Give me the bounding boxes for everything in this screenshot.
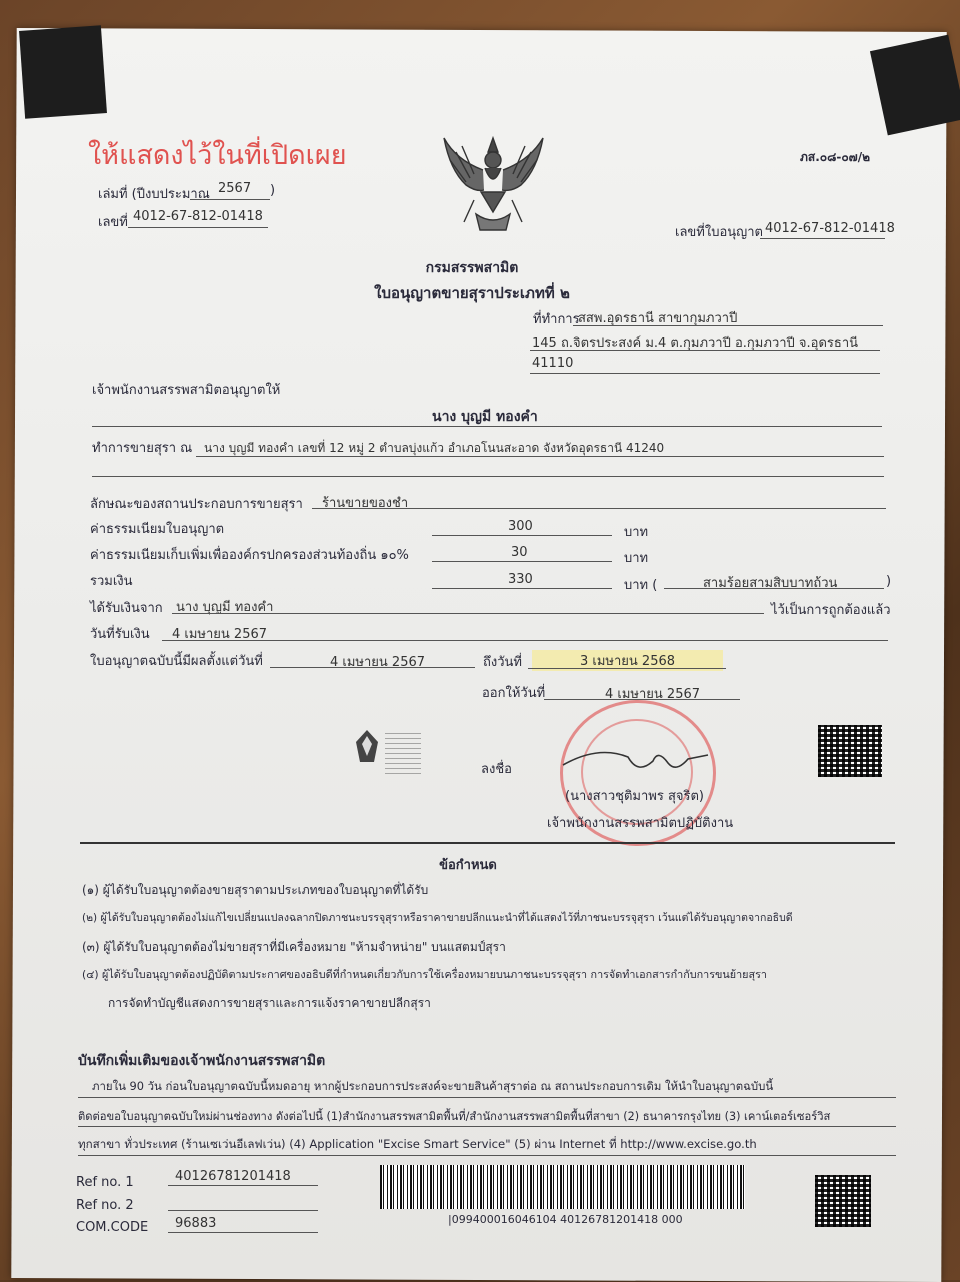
notes-line-3: ทุกสาขา ทั่วประเทศ (ร้านเซเว่นอีเลฟเว่น) (4) Application "Excise Smart Service" (5) ผ่าน Internet ที่ http://www.excise.go.th bbox=[78, 1137, 757, 1151]
section-divider bbox=[80, 842, 895, 844]
payment-barcode[interactable] bbox=[380, 1165, 745, 1209]
valid-from-value: 4 เมษายน 2567 bbox=[330, 655, 426, 670]
number-underline bbox=[128, 227, 268, 228]
condition-item-2: (๒) ผู้ได้รับใบอนุญาตต้องไม่แก้ไขเปลี่ยนแปลงฉลากปิดภาชนะบรรจุสุราหรือราคาขายปลีกแนะนำที่ได้แสดงไว้ที่ภาชนะบรรจุสุรา เว้นแต่ได้รับอนุญาตจากอธิบดี bbox=[82, 912, 793, 924]
department-title: กรมสรรพสามิต bbox=[425, 260, 519, 276]
ref1-underline bbox=[168, 1185, 318, 1186]
office-line2: 145 ถ.จิตรประสงค์ ม.4 ต.กุมภวาปี อ.กุมภวาปี จ.อุดรธานี bbox=[532, 336, 859, 351]
signature-scribble bbox=[558, 735, 718, 785]
received-correct: ไว้เป็นการถูกต้องแล้ว bbox=[771, 603, 891, 618]
license-no-label: เลขที่ใบอนุญาต bbox=[675, 225, 763, 240]
valid-to-label: ถึงวันที่ bbox=[483, 655, 522, 670]
total-words-underline bbox=[664, 588, 884, 589]
local-fee-value: 30 bbox=[511, 545, 528, 560]
license-no-underline bbox=[760, 238, 885, 239]
received-date-value: 4 เมษายน 2567 bbox=[172, 627, 268, 642]
total-value: 330 bbox=[508, 572, 533, 587]
fee-value: 300 bbox=[508, 519, 533, 534]
garuda-emblem-icon bbox=[436, 130, 551, 242]
condition-item-4: (๔) ผู้ได้รับใบอนุญาตต้องปฏิบัติตามประกาศของอธิบดีที่กำหนดเกี่ยวกับการใช้เครื่องหมายบนภาชนะบรรจุสุรา การจัดทำเอกสารกำกับการขนย้ายสุรา bbox=[82, 968, 767, 981]
place-underline-2 bbox=[92, 476, 884, 477]
total-baht: บาท ( bbox=[624, 578, 658, 593]
notes-underline-1 bbox=[78, 1097, 896, 1098]
received-date-label: วันที่รับเงิน bbox=[90, 627, 150, 642]
fee-baht: บาท bbox=[624, 525, 649, 540]
footer-qr-code[interactable] bbox=[815, 1175, 871, 1227]
ref1-label: Ref no. 1 bbox=[76, 1175, 134, 1190]
place-value: นาง บุญมี ทองคำ เลขที่ 12 หมู่ 2 ตำบลบุ่งแก้ว อำเภอโนนสะอาด จังหวัดอุดรธานี 41240 bbox=[204, 441, 665, 455]
com-code-value: 96883 bbox=[175, 1216, 217, 1231]
valid-to-underline bbox=[528, 668, 726, 669]
signer-title: เจ้าพนักงานสรรพสามิตปฏิบัติงาน bbox=[547, 816, 734, 831]
book-year: 2567 bbox=[218, 181, 252, 196]
place-label: ทำการขายสุรา ณ bbox=[92, 441, 193, 456]
total-words: สามร้อยสามสิบบาทถ้วน bbox=[703, 576, 838, 591]
licensee-name: นาง บุญมี ทองคำ bbox=[432, 409, 538, 425]
book-close: ) bbox=[270, 183, 276, 198]
ref2-label: Ref no. 2 bbox=[76, 1198, 134, 1213]
digital-signature-note bbox=[385, 730, 421, 774]
total-label: รวมเงิน bbox=[90, 574, 133, 589]
book-underline bbox=[190, 199, 270, 200]
conditions-heading: ข้อกำหนด bbox=[439, 858, 497, 873]
business-underline bbox=[312, 508, 886, 509]
ref2-underline bbox=[168, 1210, 318, 1211]
total-close: ) bbox=[886, 574, 892, 589]
issued-label: ออกให้วันที่ bbox=[482, 686, 546, 701]
business-value: ร้านขายของชำ bbox=[322, 496, 409, 511]
office-label: ที่ทำการ bbox=[533, 312, 580, 327]
received-from-label: ได้รับเงินจาก bbox=[90, 601, 163, 616]
book-label: เล่มที่ (ปีงบประมาณ bbox=[98, 187, 210, 202]
tape-top-left bbox=[19, 25, 107, 119]
received-date-underline bbox=[162, 640, 888, 641]
office-line3: 41110 bbox=[532, 356, 574, 371]
license-qr-code[interactable] bbox=[818, 725, 882, 777]
license-type-title: ใบอนุญาตขายสุราประเภทที่ ๒ bbox=[374, 284, 570, 302]
place-underline-1 bbox=[196, 456, 884, 457]
com-code-label: COM.CODE bbox=[76, 1220, 149, 1235]
office-underline-2 bbox=[530, 350, 880, 351]
license-no-value: 4012-67-812-01418 bbox=[765, 221, 895, 236]
issued-value: 4 เมษายน 2567 bbox=[605, 687, 701, 702]
notes-underline-3 bbox=[78, 1155, 896, 1156]
notes-underline-2 bbox=[78, 1126, 896, 1127]
office-line1: สสพ.อุดรธานี สาขากุมภวาปี bbox=[578, 311, 738, 326]
number-value: 4012-67-812-01418 bbox=[133, 209, 263, 224]
local-fee-underline bbox=[432, 561, 612, 562]
received-from-value: นาง บุญมี ทองคำ bbox=[176, 600, 274, 615]
local-fee-label: ค่าธรรมเนียมเก็บเพิ่มเพื่อองค์กรปกครองส่วนท้องถิ่น ๑๐% bbox=[90, 548, 409, 563]
com-code-underline bbox=[168, 1232, 318, 1233]
barcode-text: |099400016046104 40126781201418 000 bbox=[448, 1213, 683, 1226]
valid-from-underline bbox=[270, 667, 475, 668]
licensee-underline bbox=[92, 426, 882, 427]
signer-name: (นางสาวชุติมาพร สุจริต) bbox=[565, 789, 705, 804]
notes-line-2: ติดต่อขอใบอนุญาตฉบับใหม่ผ่านช่องทาง ดังต่อไปนี้ (1)สำนักงานสรรพสามิตพื้นที่/สำนักงานสรรพสามิตพื้นที่สาขา (2) ธนาคารกรุงไทย (3) เคาน์เตอร์เซอร์วิส bbox=[78, 1110, 831, 1123]
condition-item-3: (๓) ผู้ได้รับใบอนุญาตต้องไม่ขายสุราที่มีเครื่องหมาย "ห้ามจำหน่าย" บนแสตมป์สุรา bbox=[82, 940, 506, 954]
office-underline-3 bbox=[530, 373, 880, 374]
digital-signature-logo-icon bbox=[352, 728, 382, 766]
fee-underline bbox=[432, 535, 612, 536]
office-underline-1 bbox=[573, 325, 883, 326]
local-fee-baht: บาท bbox=[624, 551, 649, 566]
fee-label: ค่าธรรมเนียมใบอนุญาต bbox=[90, 522, 225, 537]
received-from-underline bbox=[172, 613, 764, 614]
public-notice: ให้แสดงไว้ในที่เปิดเผย bbox=[88, 140, 347, 171]
condition-item-5: การจัดทำบัญชีแสดงการขายสุราและการแจ้งราคาขายปลีกสุรา bbox=[108, 996, 431, 1010]
notes-heading: บันทึกเพิ่มเติมของเจ้าพนักงานสรรพสามิต bbox=[78, 1053, 326, 1069]
form-code: ภส.๐๘-๐๗/๒ bbox=[800, 150, 870, 164]
total-underline bbox=[432, 588, 612, 589]
number-label: เลขที่ bbox=[98, 215, 128, 230]
grant-text: เจ้าพนักงานสรรพสามิตอนุญาตให้ bbox=[92, 383, 281, 398]
business-label: ลักษณะของสถานประกอบการขายสุรา bbox=[90, 497, 303, 512]
valid-to-value: 3 เมษายน 2568 bbox=[532, 650, 723, 671]
condition-item-1: (๑) ผู้ได้รับใบอนุญาตต้องขายสุราตามประเภทของใบอนุญาตที่ได้รับ bbox=[82, 883, 429, 897]
valid-from-label: ใบอนุญาตฉบับนี้มีผลตั้งแต่วันที่ bbox=[90, 654, 263, 669]
notes-line-1: ภายใน 90 วัน ก่อนใบอนุญาตฉบับนี้หมดอายุ หากผู้ประกอบการประสงค์จะขายสินค้าสุราต่อ ณ สถานประกอบการเดิม ให้นำใบอนุญาตฉบับนี้ bbox=[92, 1079, 774, 1093]
ref1-value: 40126781201418 bbox=[175, 1169, 291, 1184]
sign-label: ลงชื่อ bbox=[481, 762, 512, 777]
